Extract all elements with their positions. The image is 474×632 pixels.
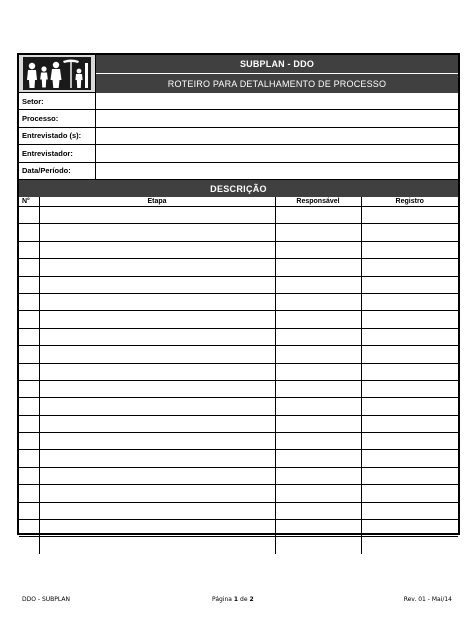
cell-registro[interactable]	[361, 224, 458, 241]
field-label: Setor:	[19, 93, 96, 109]
cell-number[interactable]	[19, 415, 39, 432]
column-header-responsavel: Responsável	[275, 197, 361, 207]
form-title: SUBPLAN - DDO	[96, 55, 458, 74]
cell-etapa[interactable]	[39, 485, 275, 502]
cell-registro[interactable]	[361, 415, 458, 432]
field-data-periodo[interactable]	[19, 163, 458, 180]
cell-registro[interactable]	[361, 380, 458, 397]
cell-responsavel[interactable]	[275, 259, 361, 276]
table-row	[19, 224, 458, 241]
cell-registro[interactable]	[361, 241, 458, 258]
field-entrevistado[interactable]	[19, 128, 458, 145]
cell-responsavel[interactable]	[275, 415, 361, 432]
cell-number[interactable]	[19, 380, 39, 397]
cell-responsavel[interactable]	[275, 224, 361, 241]
table-row	[19, 380, 458, 397]
cell-responsavel[interactable]	[275, 537, 361, 554]
logo	[19, 55, 96, 92]
cell-number[interactable]	[19, 363, 39, 380]
cell-responsavel[interactable]	[275, 311, 361, 328]
cell-responsavel[interactable]	[275, 207, 361, 224]
table-row	[19, 415, 458, 432]
cell-number[interactable]	[19, 398, 39, 415]
cell-etapa[interactable]	[39, 380, 275, 397]
table-row	[19, 502, 458, 519]
page-footer	[22, 596, 452, 606]
table-row	[19, 398, 458, 415]
cell-responsavel[interactable]	[275, 485, 361, 502]
table-row	[19, 520, 458, 537]
table-row	[19, 276, 458, 293]
cell-registro[interactable]	[361, 259, 458, 276]
cell-etapa[interactable]	[39, 207, 275, 224]
cell-number[interactable]	[19, 346, 39, 363]
table-row	[19, 450, 458, 467]
table-row	[19, 259, 458, 276]
cell-responsavel[interactable]	[275, 380, 361, 397]
cell-number[interactable]	[19, 276, 39, 293]
cell-responsavel[interactable]	[275, 346, 361, 363]
cell-etapa[interactable]	[39, 224, 275, 241]
cell-registro[interactable]	[361, 328, 458, 345]
section-title: DESCRIÇÃO	[19, 180, 458, 197]
cell-etapa[interactable]	[39, 276, 275, 293]
cell-etapa[interactable]	[39, 328, 275, 345]
cell-etapa[interactable]	[39, 311, 275, 328]
steps-table	[19, 197, 458, 554]
page-total: 2	[249, 596, 254, 603]
page-current: 1	[233, 596, 239, 603]
cell-etapa[interactable]	[39, 241, 275, 258]
cell-etapa[interactable]	[39, 467, 275, 484]
cell-number[interactable]	[19, 259, 39, 276]
cell-responsavel[interactable]	[275, 363, 361, 380]
table-row	[19, 346, 458, 363]
process-form	[17, 53, 460, 535]
family-logo-icon	[23, 57, 91, 90]
cell-registro[interactable]	[361, 520, 458, 537]
cell-registro[interactable]	[361, 467, 458, 484]
cell-responsavel[interactable]	[275, 450, 361, 467]
cell-etapa[interactable]	[39, 259, 275, 276]
page-of: de	[240, 596, 248, 603]
cell-registro[interactable]	[361, 537, 458, 554]
cell-number[interactable]	[19, 537, 39, 554]
cell-etapa[interactable]	[39, 450, 275, 467]
cell-responsavel[interactable]	[275, 328, 361, 345]
cell-registro[interactable]	[361, 346, 458, 363]
form-header	[19, 55, 458, 93]
table-row	[19, 328, 458, 345]
table-row	[19, 207, 458, 224]
table-row	[19, 241, 458, 258]
footer-left: DDO - SUBPLAN	[22, 596, 70, 603]
cell-etapa[interactable]	[39, 346, 275, 363]
cell-number[interactable]	[19, 328, 39, 345]
table-row	[19, 363, 458, 380]
cell-number[interactable]	[19, 467, 39, 484]
cell-responsavel[interactable]	[275, 293, 361, 310]
field-label: Entrevistado (s):	[19, 128, 96, 144]
table-row	[19, 293, 458, 310]
cell-responsavel[interactable]	[275, 433, 361, 450]
cell-number[interactable]	[19, 485, 39, 502]
footer-revision: Rev. 01 - Mai/14	[403, 596, 452, 603]
cell-etapa[interactable]	[39, 415, 275, 432]
cell-number[interactable]	[19, 520, 39, 537]
cell-number[interactable]	[19, 224, 39, 241]
cell-responsavel[interactable]	[275, 398, 361, 415]
table-row	[19, 311, 458, 328]
column-header-registro: Registro	[361, 197, 458, 207]
cell-responsavel[interactable]	[275, 241, 361, 258]
cell-registro[interactable]	[361, 485, 458, 502]
cell-registro[interactable]	[361, 502, 458, 519]
cell-number[interactable]	[19, 293, 39, 310]
cell-registro[interactable]	[361, 276, 458, 293]
cell-responsavel[interactable]	[275, 520, 361, 537]
cell-responsavel[interactable]	[275, 467, 361, 484]
table-row	[19, 467, 458, 484]
cell-etapa[interactable]	[39, 398, 275, 415]
cell-number[interactable]	[19, 450, 39, 467]
column-header-etapa: Etapa	[39, 197, 275, 207]
table-row	[19, 537, 458, 554]
cell-number[interactable]	[19, 311, 39, 328]
cell-responsavel[interactable]	[275, 502, 361, 519]
cell-etapa[interactable]	[39, 537, 275, 554]
table-row	[19, 485, 458, 502]
cell-registro[interactable]	[361, 207, 458, 224]
field-label: Entrevistador:	[19, 145, 96, 161]
cell-registro[interactable]	[361, 293, 458, 310]
field-entrevistador[interactable]	[19, 145, 458, 162]
cell-number[interactable]	[19, 207, 39, 224]
info-fields	[19, 93, 458, 180]
cell-registro[interactable]	[361, 398, 458, 415]
cell-etapa[interactable]	[39, 502, 275, 519]
cell-registro[interactable]	[361, 311, 458, 328]
cell-etapa[interactable]	[39, 520, 275, 537]
cell-responsavel[interactable]	[275, 276, 361, 293]
form-subtitle: ROTEIRO PARA DETALHAMENTO DE PROCESSO	[96, 74, 458, 93]
cell-number[interactable]	[19, 502, 39, 519]
cell-registro[interactable]	[361, 433, 458, 450]
page-prefix: Página	[212, 596, 232, 603]
cell-etapa[interactable]	[39, 363, 275, 380]
field-label: Data/Período:	[19, 163, 96, 179]
cell-registro[interactable]	[361, 363, 458, 380]
table-header-row	[19, 197, 458, 207]
column-header-number: N°	[19, 197, 39, 207]
cell-number[interactable]	[19, 241, 39, 258]
field-label: Processo:	[19, 110, 96, 126]
field-processo[interactable]	[19, 110, 458, 127]
cell-etapa[interactable]	[39, 293, 275, 310]
table-body	[19, 207, 458, 554]
cell-number[interactable]	[19, 433, 39, 450]
page-number	[212, 596, 254, 603]
cell-registro[interactable]	[361, 450, 458, 467]
table-row	[19, 433, 458, 450]
field-setor[interactable]	[19, 93, 458, 110]
cell-etapa[interactable]	[39, 433, 275, 450]
